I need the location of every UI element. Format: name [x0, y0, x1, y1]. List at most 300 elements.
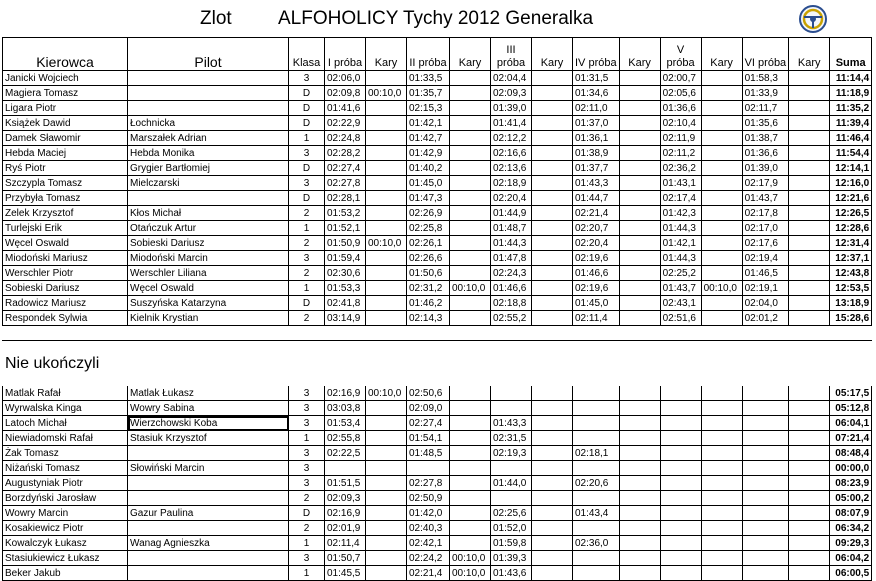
cell-suma[interactable]: 05:17,5: [830, 386, 872, 401]
cell-kary-4[interactable]: [619, 251, 660, 266]
cell-klasa[interactable]: 2: [289, 236, 325, 251]
cell-kary-5[interactable]: [701, 521, 742, 536]
cell-pilot[interactable]: Sobieski Dariusz: [128, 236, 289, 251]
cell-kary-1[interactable]: [366, 296, 407, 311]
cell-pilot[interactable]: [128, 71, 289, 86]
cell-proba-1[interactable]: 02:41,8: [325, 296, 366, 311]
cell-pilot[interactable]: Gazur Paulina: [128, 506, 289, 521]
cell-kierowca[interactable]: Żak Tomasz: [3, 446, 128, 461]
cell-proba-6[interactable]: 01:36,6: [742, 146, 789, 161]
cell-kary-3[interactable]: [532, 146, 573, 161]
cell-kary-6[interactable]: [789, 491, 830, 506]
cell-proba-2[interactable]: 02:27,4: [407, 416, 450, 431]
cell-proba-4[interactable]: [573, 416, 620, 431]
cell-proba-4[interactable]: 02:20,4: [573, 236, 620, 251]
cell-kary-5[interactable]: [701, 161, 742, 176]
cell-proba-2[interactable]: 01:48,5: [407, 446, 450, 461]
cell-kary-5[interactable]: [701, 176, 742, 191]
cell-proba-3[interactable]: 02:18,8: [491, 296, 532, 311]
cell-proba-1[interactable]: 01:53,4: [325, 416, 366, 431]
cell-proba-5[interactable]: 01:42,1: [660, 236, 701, 251]
cell-proba-4[interactable]: 02:18,1: [573, 446, 620, 461]
cell-proba-2[interactable]: 02:50,9: [407, 491, 450, 506]
cell-kary-1[interactable]: [366, 266, 407, 281]
cell-kary-4[interactable]: [619, 431, 660, 446]
cell-pilot[interactable]: Kielnik Krystian: [128, 311, 289, 326]
cell-proba-2[interactable]: 02:26,6: [407, 251, 450, 266]
cell-suma[interactable]: 00:00,0: [830, 461, 872, 476]
cell-pilot[interactable]: [128, 491, 289, 506]
cell-kary-6[interactable]: [789, 221, 830, 236]
cell-proba-3[interactable]: [491, 401, 532, 416]
cell-kary-6[interactable]: [789, 431, 830, 446]
cell-proba-1[interactable]: 01:51,5: [325, 476, 366, 491]
cell-proba-6[interactable]: 02:19,1: [742, 281, 789, 296]
cell-proba-2[interactable]: 02:09,0: [407, 401, 450, 416]
cell-pilot[interactable]: Łochnicka: [128, 116, 289, 131]
cell-kierowca[interactable]: Kowalczyk Łukasz: [3, 536, 128, 551]
cell-klasa[interactable]: D: [289, 161, 325, 176]
cell-kary-1[interactable]: [366, 446, 407, 461]
cell-proba-2[interactable]: 01:42,0: [407, 506, 450, 521]
cell-proba-4[interactable]: 01:36,1: [573, 131, 620, 146]
cell-proba-2[interactable]: 01:47,3: [407, 191, 450, 206]
cell-proba-4[interactable]: 01:31,5: [573, 71, 620, 86]
cell-klasa[interactable]: 3: [289, 401, 325, 416]
cell-proba-6[interactable]: [742, 461, 789, 476]
empty-cell[interactable]: [701, 326, 742, 341]
cell-proba-5[interactable]: 02:00,7: [660, 71, 701, 86]
cell-proba-6[interactable]: 02:19,4: [742, 251, 789, 266]
cell-proba-4[interactable]: 02:36,0: [573, 536, 620, 551]
cell-kierowca[interactable]: Kosakiewicz Piotr: [3, 521, 128, 536]
cell-proba-4[interactable]: 01:37,0: [573, 116, 620, 131]
cell-kary-3[interactable]: [532, 416, 573, 431]
cell-klasa[interactable]: 3: [289, 446, 325, 461]
cell-proba-6[interactable]: 01:43,7: [742, 191, 789, 206]
cell-proba-1[interactable]: 02:55,8: [325, 431, 366, 446]
cell-proba-5[interactable]: 02:25,2: [660, 266, 701, 281]
cell-kary-3[interactable]: [532, 176, 573, 191]
cell-kary-1[interactable]: [366, 431, 407, 446]
cell-kary-3[interactable]: [532, 101, 573, 116]
cell-kary-1[interactable]: [366, 101, 407, 116]
cell-kary-6[interactable]: [789, 86, 830, 101]
cell-kary-4[interactable]: [619, 401, 660, 416]
cell-kary-1[interactable]: [366, 176, 407, 191]
cell-proba-3[interactable]: [491, 491, 532, 506]
cell-pilot[interactable]: [128, 521, 289, 536]
cell-kary-4[interactable]: [619, 416, 660, 431]
empty-cell[interactable]: [128, 326, 289, 341]
cell-pilot[interactable]: Suszyńska Katarzyna: [128, 296, 289, 311]
cell-proba-4[interactable]: [573, 566, 620, 581]
cell-proba-5[interactable]: 01:36,6: [660, 101, 701, 116]
cell-suma[interactable]: 08:48,4: [830, 446, 872, 461]
cell-kary-6[interactable]: [789, 251, 830, 266]
cell-proba-5[interactable]: 02:05,6: [660, 86, 701, 101]
cell-proba-3[interactable]: 01:48,7: [491, 221, 532, 236]
cell-suma[interactable]: 15:28,6: [830, 311, 872, 326]
cell-kary-1[interactable]: [366, 566, 407, 581]
cell-proba-3[interactable]: 02:16,6: [491, 146, 532, 161]
cell-kary-6[interactable]: [789, 191, 830, 206]
cell-proba-6[interactable]: 01:35,6: [742, 116, 789, 131]
cell-suma[interactable]: 12:26,5: [830, 206, 872, 221]
header-pilot[interactable]: Pilot: [128, 38, 289, 71]
header-klasa[interactable]: Klasa: [289, 38, 325, 71]
cell-kary-3[interactable]: [532, 431, 573, 446]
cell-kierowca[interactable]: Stasiukiewicz Łukasz: [3, 551, 128, 566]
cell-kary-5[interactable]: [701, 551, 742, 566]
cell-kary-6[interactable]: [789, 296, 830, 311]
cell-proba-1[interactable]: 01:53,2: [325, 206, 366, 221]
cell-proba-1[interactable]: 02:09,8: [325, 86, 366, 101]
cell-proba-5[interactable]: 02:51,6: [660, 311, 701, 326]
cell-kary-3[interactable]: [532, 386, 573, 401]
cell-proba-3[interactable]: 01:59,8: [491, 536, 532, 551]
cell-kary-3[interactable]: [532, 551, 573, 566]
cell-kary-6[interactable]: [789, 206, 830, 221]
cell-kary-5[interactable]: [701, 266, 742, 281]
cell-kary-1[interactable]: [366, 206, 407, 221]
cell-pilot[interactable]: Wierzchowski Koba: [128, 416, 289, 431]
cell-kary-3[interactable]: [532, 401, 573, 416]
cell-proba-5[interactable]: 02:17,4: [660, 191, 701, 206]
cell-proba-5[interactable]: 02:36,2: [660, 161, 701, 176]
cell-proba-1[interactable]: 01:59,4: [325, 251, 366, 266]
cell-proba-2[interactable]: 02:26,9: [407, 206, 450, 221]
cell-kary-1[interactable]: [366, 71, 407, 86]
cell-proba-2[interactable]: [407, 461, 450, 476]
cell-kary-4[interactable]: [619, 116, 660, 131]
cell-kary-3[interactable]: [532, 311, 573, 326]
cell-pilot[interactable]: Słowiński Marcin: [128, 461, 289, 476]
cell-kary-4[interactable]: [619, 446, 660, 461]
cell-proba-4[interactable]: [573, 461, 620, 476]
cell-kierowca[interactable]: Wyrwalska Kinga: [3, 401, 128, 416]
header-proba-5[interactable]: V próba: [660, 38, 701, 71]
cell-proba-4[interactable]: 01:44,7: [573, 191, 620, 206]
cell-kary-1[interactable]: [366, 491, 407, 506]
header-proba-1[interactable]: I próba: [325, 38, 366, 71]
cell-kary-6[interactable]: [789, 386, 830, 401]
cell-kary-4[interactable]: [619, 206, 660, 221]
cell-pilot[interactable]: Grygier Bartłomiej: [128, 161, 289, 176]
cell-pilot[interactable]: Wowry Sabina: [128, 401, 289, 416]
cell-proba-4[interactable]: 01:43,3: [573, 176, 620, 191]
cell-proba-6[interactable]: [742, 506, 789, 521]
cell-pilot[interactable]: Otańczuk Artur: [128, 221, 289, 236]
cell-kary-6[interactable]: [789, 266, 830, 281]
cell-kary-4[interactable]: [619, 461, 660, 476]
cell-pilot[interactable]: Matlak Łukasz: [128, 386, 289, 401]
cell-kierowca[interactable]: Ryś Piotr: [3, 161, 128, 176]
cell-proba-3[interactable]: 01:39,0: [491, 101, 532, 116]
cell-klasa[interactable]: 1: [289, 221, 325, 236]
cell-kierowca[interactable]: Niewiadomski Rafał: [3, 431, 128, 446]
cell-proba-1[interactable]: [325, 461, 366, 476]
cell-kary-5[interactable]: [701, 566, 742, 581]
cell-proba-4[interactable]: 02:19,6: [573, 251, 620, 266]
cell-proba-3[interactable]: [491, 386, 532, 401]
cell-proba-5[interactable]: [660, 401, 701, 416]
empty-cell[interactable]: [660, 326, 701, 341]
cell-pilot[interactable]: Miodoński Marcin: [128, 251, 289, 266]
cell-proba-1[interactable]: 02:16,9: [325, 506, 366, 521]
cell-suma[interactable]: 11:18,9: [830, 86, 872, 101]
cell-proba-5[interactable]: [660, 521, 701, 536]
cell-kierowca[interactable]: Augustyniak Piotr: [3, 476, 128, 491]
cell-proba-1[interactable]: 03:14,9: [325, 311, 366, 326]
cell-kary-3[interactable]: [532, 491, 573, 506]
cell-kary-1[interactable]: [366, 131, 407, 146]
header-kary-3[interactable]: Kary: [532, 38, 573, 71]
cell-kary-4[interactable]: [619, 266, 660, 281]
cell-pilot[interactable]: [128, 446, 289, 461]
cell-kary-4[interactable]: [619, 191, 660, 206]
cell-kary-6[interactable]: [789, 536, 830, 551]
cell-kary-5[interactable]: [701, 131, 742, 146]
cell-klasa[interactable]: 3: [289, 71, 325, 86]
cell-suma[interactable]: 12:31,4: [830, 236, 872, 251]
header-kary-4[interactable]: Kary: [619, 38, 660, 71]
cell-proba-2[interactable]: 02:24,2: [407, 551, 450, 566]
cell-pilot[interactable]: Mielczarski: [128, 176, 289, 191]
cell-kary-3[interactable]: [532, 86, 573, 101]
cell-kary-5[interactable]: [701, 476, 742, 491]
cell-proba-4[interactable]: 02:11,0: [573, 101, 620, 116]
empty-cell[interactable]: [366, 326, 407, 341]
cell-proba-2[interactable]: 02:21,4: [407, 566, 450, 581]
cell-kary-6[interactable]: [789, 521, 830, 536]
cell-kierowca[interactable]: Respondek Sylwia: [3, 311, 128, 326]
cell-pilot[interactable]: [128, 86, 289, 101]
cell-proba-3[interactable]: 01:43,6: [491, 566, 532, 581]
cell-kary-4[interactable]: [619, 296, 660, 311]
cell-kierowca[interactable]: Turlejski Erik: [3, 221, 128, 236]
cell-proba-4[interactable]: [573, 491, 620, 506]
cell-kary-2[interactable]: [450, 161, 491, 176]
header-proba-6[interactable]: VI próba: [742, 38, 789, 71]
cell-kary-4[interactable]: [619, 86, 660, 101]
cell-proba-5[interactable]: [660, 506, 701, 521]
cell-proba-6[interactable]: 01:33,9: [742, 86, 789, 101]
empty-cell[interactable]: [573, 326, 620, 341]
cell-kary-3[interactable]: [532, 461, 573, 476]
cell-proba-2[interactable]: 01:35,7: [407, 86, 450, 101]
cell-suma[interactable]: 06:34,2: [830, 521, 872, 536]
cell-kary-4[interactable]: [619, 491, 660, 506]
cell-kary-1[interactable]: [366, 401, 407, 416]
cell-proba-2[interactable]: 01:42,7: [407, 131, 450, 146]
cell-suma[interactable]: 12:28,6: [830, 221, 872, 236]
cell-kary-2[interactable]: [450, 221, 491, 236]
cell-kary-6[interactable]: [789, 101, 830, 116]
cell-klasa[interactable]: 1: [289, 566, 325, 581]
cell-kary-5[interactable]: [701, 536, 742, 551]
cell-kary-4[interactable]: [619, 71, 660, 86]
cell-proba-5[interactable]: 01:42,3: [660, 206, 701, 221]
cell-proba-2[interactable]: 02:25,8: [407, 221, 450, 236]
cell-kary-5[interactable]: [701, 461, 742, 476]
cell-proba-1[interactable]: 03:03,8: [325, 401, 366, 416]
cell-suma[interactable]: 11:54,4: [830, 146, 872, 161]
cell-proba-3[interactable]: [491, 461, 532, 476]
cell-kary-1[interactable]: [366, 416, 407, 431]
cell-proba-1[interactable]: 01:50,9: [325, 236, 366, 251]
cell-proba-5[interactable]: 02:11,9: [660, 131, 701, 146]
cell-proba-2[interactable]: 01:33,5: [407, 71, 450, 86]
cell-kierowca[interactable]: Ligara Piotr: [3, 101, 128, 116]
cell-kary-2[interactable]: 00:10,0: [450, 551, 491, 566]
cell-kary-5[interactable]: [701, 146, 742, 161]
cell-kary-3[interactable]: [532, 266, 573, 281]
header-proba-2[interactable]: II próba: [407, 38, 450, 71]
cell-kary-1[interactable]: [366, 506, 407, 521]
cell-proba-3[interactable]: 02:55,2: [491, 311, 532, 326]
cell-proba-4[interactable]: [573, 386, 620, 401]
cell-kierowca[interactable]: Węcel Oswald: [3, 236, 128, 251]
cell-kary-2[interactable]: [450, 461, 491, 476]
header-proba-4[interactable]: IV próba: [573, 38, 620, 71]
cell-kary-3[interactable]: [532, 536, 573, 551]
cell-kary-6[interactable]: [789, 551, 830, 566]
cell-kierowca[interactable]: Matlak Rafał: [3, 386, 128, 401]
cell-proba-6[interactable]: [742, 416, 789, 431]
cell-klasa[interactable]: 1: [289, 281, 325, 296]
cell-kary-3[interactable]: [532, 71, 573, 86]
cell-kary-5[interactable]: [701, 101, 742, 116]
cell-proba-4[interactable]: 02:19,6: [573, 281, 620, 296]
empty-cell[interactable]: [407, 326, 450, 341]
cell-kierowca[interactable]: Radowicz Mariusz: [3, 296, 128, 311]
cell-kary-6[interactable]: [789, 236, 830, 251]
cell-kary-4[interactable]: [619, 521, 660, 536]
cell-proba-6[interactable]: [742, 386, 789, 401]
cell-kierowca[interactable]: Hebda Maciej: [3, 146, 128, 161]
header-kary-5[interactable]: Kary: [701, 38, 742, 71]
cell-proba-4[interactable]: 02:11,4: [573, 311, 620, 326]
cell-kary-4[interactable]: [619, 176, 660, 191]
header-proba-3[interactable]: III próba: [491, 38, 532, 71]
cell-proba-5[interactable]: [660, 476, 701, 491]
cell-proba-3[interactable]: 02:12,2: [491, 131, 532, 146]
cell-proba-6[interactable]: 01:38,7: [742, 131, 789, 146]
cell-suma[interactable]: 07:21,4: [830, 431, 872, 446]
cell-kary-6[interactable]: [789, 566, 830, 581]
cell-kary-5[interactable]: [701, 491, 742, 506]
cell-kary-4[interactable]: [619, 506, 660, 521]
cell-proba-6[interactable]: 01:39,0: [742, 161, 789, 176]
cell-kary-2[interactable]: [450, 401, 491, 416]
cell-pilot[interactable]: Wanag Agnieszka: [128, 536, 289, 551]
cell-proba-4[interactable]: 02:20,7: [573, 221, 620, 236]
cell-kary-5[interactable]: [701, 416, 742, 431]
cell-kierowca[interactable]: Miodoński Mariusz: [3, 251, 128, 266]
cell-pilot[interactable]: [128, 191, 289, 206]
cell-proba-5[interactable]: 02:11,2: [660, 146, 701, 161]
cell-proba-3[interactable]: 01:44,3: [491, 236, 532, 251]
cell-kary-5[interactable]: [701, 296, 742, 311]
cell-proba-4[interactable]: [573, 551, 620, 566]
cell-proba-6[interactable]: [742, 566, 789, 581]
cell-proba-3[interactable]: 01:46,6: [491, 281, 532, 296]
cell-proba-2[interactable]: 01:45,0: [407, 176, 450, 191]
cell-klasa[interactable]: 2: [289, 206, 325, 221]
cell-kary-1[interactable]: [366, 536, 407, 551]
cell-kary-5[interactable]: 00:10,0: [701, 281, 742, 296]
cell-proba-4[interactable]: 02:21,4: [573, 206, 620, 221]
cell-kary-4[interactable]: [619, 536, 660, 551]
cell-kierowca[interactable]: Zelek Krzysztof: [3, 206, 128, 221]
cell-proba-1[interactable]: 02:22,5: [325, 446, 366, 461]
cell-kary-2[interactable]: [450, 296, 491, 311]
cell-kary-6[interactable]: [789, 476, 830, 491]
cell-kary-4[interactable]: [619, 566, 660, 581]
cell-proba-6[interactable]: [742, 491, 789, 506]
cell-proba-2[interactable]: 02:40,3: [407, 521, 450, 536]
cell-proba-6[interactable]: [742, 476, 789, 491]
cell-kary-6[interactable]: [789, 146, 830, 161]
cell-proba-1[interactable]: 02:24,8: [325, 131, 366, 146]
cell-proba-1[interactable]: 02:27,4: [325, 161, 366, 176]
cell-kary-3[interactable]: [532, 236, 573, 251]
cell-proba-5[interactable]: [660, 431, 701, 446]
cell-proba-3[interactable]: 02:09,3: [491, 86, 532, 101]
cell-suma[interactable]: 12:43,8: [830, 266, 872, 281]
cell-kierowca[interactable]: Damek Sławomir: [3, 131, 128, 146]
cell-kary-2[interactable]: [450, 266, 491, 281]
cell-kierowca[interactable]: Janicki Wojciech: [3, 71, 128, 86]
cell-kary-3[interactable]: [532, 566, 573, 581]
cell-suma[interactable]: 11:35,2: [830, 101, 872, 116]
cell-kary-2[interactable]: [450, 536, 491, 551]
cell-kary-2[interactable]: [450, 71, 491, 86]
cell-proba-2[interactable]: 01:46,2: [407, 296, 450, 311]
cell-proba-5[interactable]: 01:43,1: [660, 176, 701, 191]
cell-kierowca[interactable]: Wowry Marcin: [3, 506, 128, 521]
cell-proba-3[interactable]: 02:24,3: [491, 266, 532, 281]
cell-kary-2[interactable]: [450, 476, 491, 491]
cell-proba-2[interactable]: 01:50,6: [407, 266, 450, 281]
cell-kary-1[interactable]: 00:10,0: [366, 236, 407, 251]
cell-pilot[interactable]: Węcel Oswald: [128, 281, 289, 296]
cell-suma[interactable]: 12:21,6: [830, 191, 872, 206]
cell-kary-3[interactable]: [532, 446, 573, 461]
cell-suma[interactable]: 08:07,9: [830, 506, 872, 521]
cell-proba-2[interactable]: 02:27,8: [407, 476, 450, 491]
cell-suma[interactable]: 11:46,4: [830, 131, 872, 146]
cell-suma[interactable]: 11:14,4: [830, 71, 872, 86]
cell-kary-3[interactable]: [532, 251, 573, 266]
cell-klasa[interactable]: 1: [289, 431, 325, 446]
cell-kary-6[interactable]: [789, 116, 830, 131]
cell-proba-6[interactable]: [742, 551, 789, 566]
header-suma[interactable]: Suma: [830, 38, 872, 71]
cell-kary-3[interactable]: [532, 116, 573, 131]
cell-klasa[interactable]: 1: [289, 536, 325, 551]
cell-pilot[interactable]: Marszałek Adrian: [128, 131, 289, 146]
cell-proba-3[interactable]: 01:41,4: [491, 116, 532, 131]
cell-kary-4[interactable]: [619, 311, 660, 326]
cell-proba-3[interactable]: 02:25,6: [491, 506, 532, 521]
cell-kary-5[interactable]: [701, 386, 742, 401]
cell-proba-1[interactable]: 02:01,9: [325, 521, 366, 536]
cell-klasa[interactable]: 2: [289, 521, 325, 536]
cell-klasa[interactable]: 3: [289, 146, 325, 161]
cell-kary-4[interactable]: [619, 161, 660, 176]
